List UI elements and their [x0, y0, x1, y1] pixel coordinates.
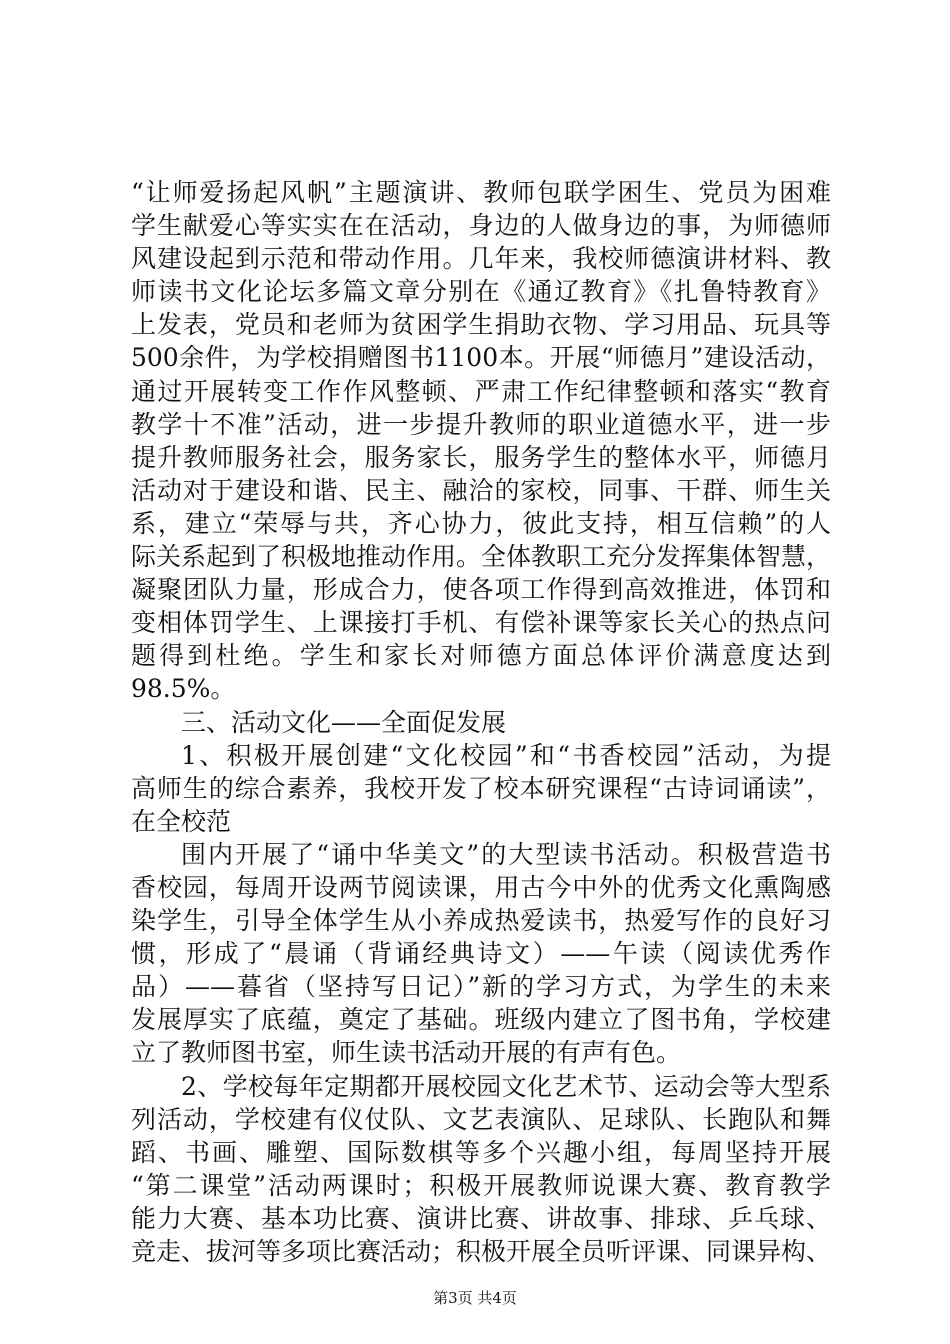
section-heading: 三、活动文化——全面促发展 [181, 707, 507, 737]
text-line: 立了教师图书室，师生读书活动开展的有声有色。 [131, 1038, 682, 1068]
text-line: 染学生，引导全体学生从小养成热爱读书，热爱写作的良好习 [131, 906, 831, 936]
text-line: 2、学校每年定期都开展校园文化艺术节、运动会等大型系 [181, 1071, 831, 1101]
text-line: 列活动，学校建有仪仗队、文艺表演队、足球队、长跑队和舞 [131, 1104, 831, 1134]
text-line: “第二课堂”活动两课时；积极开展教师说课大赛、教育教学 [131, 1170, 831, 1200]
text-line: 教学十不准”活动，进一步提升教师的职业道德水平，进一步 [131, 409, 831, 439]
text-line: 活动对于建设和谐、民主、融洽的家校，同事、干群、师生关 [131, 475, 831, 505]
text-line: 1、积极开展创建“文化校园”和“书香校园”活动，为提 [181, 740, 831, 770]
text-line: 上发表，党员和老师为贫困学生捐助衣物、学习用品、玩具等 [131, 310, 831, 340]
text-line: 师读书文化论坛多篇文章分别在《通辽教育》《扎鲁特教育》 [131, 277, 831, 307]
text-line: 能力大赛、基本功比赛、演讲比赛、讲故事、排球、乒乓球、 [131, 1203, 831, 1233]
text-line: 学生献爱心等实实在在活动，身边的人做身边的事，为师德师 [131, 211, 831, 241]
document-body [131, 176, 831, 1268]
text-line: 变相体罚学生、上课接打手机、有偿补课等家长关心的热点问 [131, 608, 831, 638]
text-line: 在全校范 [131, 806, 232, 836]
text-line: 提升教师服务社会，服务家长，服务学生的整体水平，师德月 [131, 442, 831, 472]
text-line: 围内开展了“诵中华美文”的大型读书活动。积极营造书 [181, 839, 831, 869]
page-number-footer: 第3页 共4页 [433, 1289, 517, 1307]
text-line: 系，建立“荣辱与共，齐心协力，彼此支持，相互信赖”的人 [131, 508, 831, 538]
text-line: 发展厚实了底蕴，奠定了基础。班级内建立了图书角，学校建 [131, 1005, 831, 1035]
text-line: 题得到杜绝。学生和家长对师德方面总体评价满意度达到 [131, 641, 831, 671]
text-line: 500余件，为学校捐赠图书1100本。开展“师德月”建设活动， [131, 343, 831, 373]
text-line: 惯，形成了“晨诵（背诵经典诗文）——午读（阅读优秀作 [131, 939, 831, 969]
text-line: 蹈、书画、雕塑、国际数棋等多个兴趣小组，每周坚持开展 [131, 1137, 831, 1167]
text-line: 竞走、拔河等多项比赛活动；积极开展全员听评课、同课异构、 [131, 1237, 832, 1266]
text-line: 际关系起到了积极地推动作用。全体教职工充分发挥集体智慧， [131, 542, 832, 572]
text-line: 通过开展转变工作作风整顿、严肃工作纪律整顿和落实“教育 [131, 376, 831, 406]
text-line: 98.5%。 [131, 674, 236, 704]
text-line: 风建设起到示范和带动作用。几年来，我校师德演讲材料、教 [131, 244, 831, 274]
text-line: 凝聚团队力量，形成合力，使各项工作得到高效推进，体罚和 [131, 575, 831, 605]
text-line: “让师爱扬起风帆”主题演讲、教师包联学困生、党员为困难 [131, 178, 831, 207]
text-line: 高师生的综合素养，我校开发了校本研究课程“古诗词诵读”， [131, 773, 831, 803]
text-line: 品）——暮省（坚持写日记）”新的学习方式，为学生的未来 [131, 972, 831, 1002]
text-line: 香校园，每周开设两节阅读课，用古今中外的优秀文化熏陶感 [131, 872, 831, 902]
